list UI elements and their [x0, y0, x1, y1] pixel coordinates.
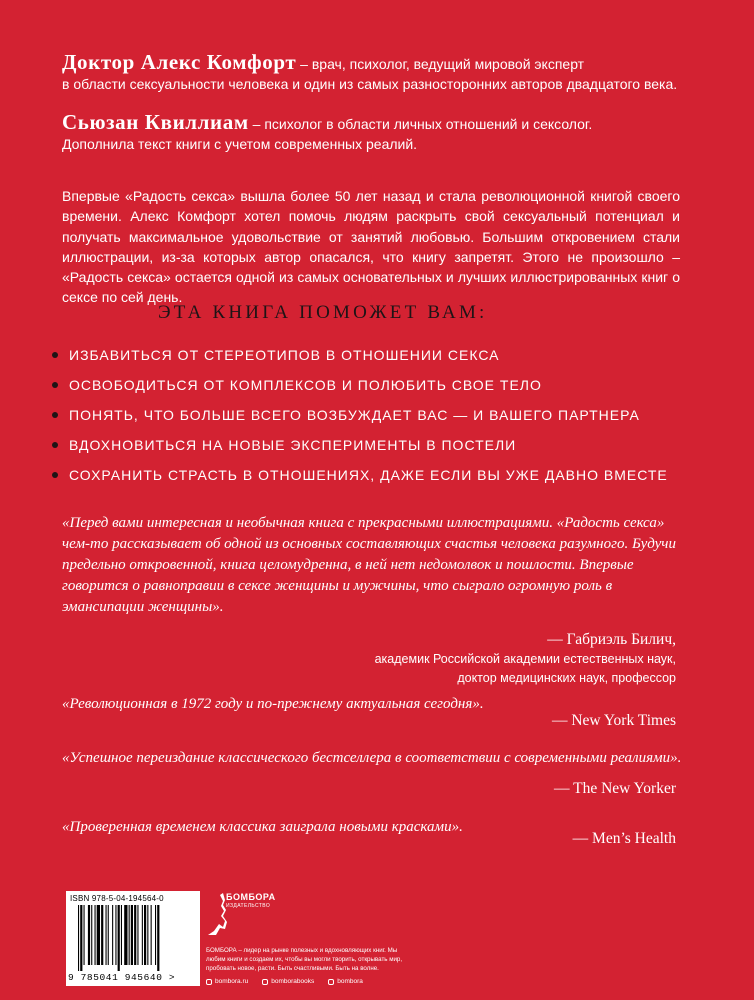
benefit-text: ПОНЯТЬ, ЧТО БОЛЬШЕ ВСЕГО ВОЗБУЖДАЕТ ВАС — И ВАШЕГО ПАРТНЕРА [69, 407, 640, 423]
barcode-bar [80, 905, 82, 971]
barcode-bar [118, 905, 120, 971]
bullet-icon [52, 412, 58, 418]
quote-source: — New York Times [551, 712, 676, 729]
barcode-bar [101, 905, 103, 965]
barcode-bar [134, 905, 136, 965]
benefit-item [52, 460, 668, 490]
author-name: Доктор Алекс Комфорт [62, 50, 297, 74]
publisher-subtitle: ИЗДАТЕЛЬСТВО [226, 903, 271, 909]
barcode-bar [106, 905, 107, 965]
barcode-bar [115, 905, 116, 965]
telegram-icon [328, 979, 334, 985]
bullet-icon [52, 352, 58, 358]
bullet-icon [52, 472, 58, 478]
benefit-item [52, 430, 668, 460]
isbn-label: ISBN 978-5-04-194564-0 [70, 894, 164, 903]
social-label: bombora [337, 978, 363, 985]
benefit-item [52, 370, 668, 400]
quote-text: «Успешное переиздание классического бестселлера в соответствии с современными реалиями». [62, 750, 682, 766]
author-name: Сьюзан Квиллиам [62, 110, 249, 134]
quote-source: — Габриэль Билич, [547, 631, 676, 648]
barcode-bar [142, 905, 143, 965]
social-label: bombora.ru [215, 978, 249, 985]
social-label: bomborabooks [271, 978, 315, 985]
author-bio-quilliam [62, 112, 702, 154]
benefit-text: СОХРАНИТЬ СТРАСТЬ В ОТНОШЕНИЯХ, ДАЖЕ ЕСЛИ ВЫ УЖЕ ДАВНО ВМЕСТЕ [69, 467, 668, 483]
barcode-bars [78, 905, 190, 971]
quote-source: — Men’s Health [572, 830, 676, 847]
barcode-bar [91, 905, 92, 965]
social-link[interactable] [206, 978, 248, 985]
barcode-bar [129, 905, 130, 965]
quote-text: «Революционная в 1972 году и по-прежнему актуальная сегодня». [62, 696, 484, 712]
credential-line: доктор медицинских наук, профессор [457, 671, 676, 685]
social-link[interactable] [328, 978, 363, 985]
barcode-bar [144, 905, 146, 965]
publisher-socials [206, 978, 363, 985]
dash: – [248, 116, 265, 132]
benefits-list [52, 340, 668, 490]
barcode-bar [95, 905, 96, 965]
publisher-blurb: БОМБОРА – лидер на рынке полезных и вдохновляющих книг. Мы любим книги и создаем их, чтобы вы могли творить, открывать мир, пробовать новое, расти. Быть счастливыми. Быть на волне. [206, 947, 403, 972]
barcode-bar [147, 905, 148, 965]
author-role-continued: в области сексуальности человека и один из самых разносторонних авторов двадцатого века. [62, 76, 678, 92]
author-role: психолог в области личных отношений и сексолог. [264, 116, 593, 132]
barcode-bar [121, 905, 122, 965]
barcode-digits: 9 785041 945640 > [68, 972, 176, 983]
benefit-item [52, 340, 668, 370]
barcode-bar [131, 905, 133, 965]
quote-source-credentials [375, 650, 676, 688]
author-role-continued: Дополнила текст книги с учетом современных реалий. [62, 136, 418, 152]
benefit-item [52, 400, 668, 430]
vk-icon [262, 979, 268, 985]
quote-source: — The New Yorker [554, 780, 676, 797]
isbn-barcode [66, 891, 200, 986]
dash: – [296, 56, 312, 72]
benefit-text: ОСВОБОДИТЬСЯ ОТ КОМПЛЕКСОВ И ПОЛЮБИТЬ СВОЕ ТЕЛО [69, 377, 542, 393]
credential-line: академик Российской академии естественных наук, [374, 652, 676, 666]
barcode-bar [157, 905, 159, 971]
social-link[interactable] [262, 978, 314, 985]
quote-text: «Проверенная временем классика заиграла новыми красками». [62, 819, 463, 835]
author-bio-comfort [62, 52, 702, 94]
benefits-heading: ЭТА КНИГА ПОМОЖЕТ ВАМ: [158, 302, 488, 323]
globe-icon [206, 979, 212, 985]
barcode-bar [108, 905, 109, 965]
barcode-bar [137, 905, 138, 965]
barcode-bar [97, 905, 100, 965]
benefit-text: ВДОХНОВИТЬСЯ НА НОВЫЕ ЭКСПЕРИМЕНТЫ В ПОСТЕЛИ [69, 437, 517, 453]
barcode-bar [84, 905, 85, 965]
barcode-bar [124, 905, 127, 965]
barcode-bar [155, 905, 156, 965]
benefit-text: ИЗБАВИТЬСЯ ОТ СТЕРЕОТИПОВ В ОТНОШЕНИИ СЕКСА [69, 347, 500, 363]
intro-paragraph: Впервые «Радость секса» вышла более 50 лет назад и стала революционной книгой своего времени. Алекс Комфорт хотел помочь людям раскрыть свой сексуальный потенциал и получать максимальное удовольствие от занятий любовью. Большим откровением стали иллюстрации, из-за которых автор опасался, что книгу запретят. Этого не произошло – «Радость секса» остается одной из самых основательных и лучших иллюстрированных книг о сексе по сей день. [62, 188, 680, 306]
quote-text: «Перед вами интересная и необычная книга с прекрасными иллюстрациями. «Радость секса» чем-то рассказывает об одной из основных составляющих счастья человека разумного. Будучи предельно откровенной, книга целомудренна, в ней нет недомолвок и пошлости. Впервые говорится о равноправии в сексе женщины и мужчины, что сыграло огромную роль в эмансипации женщины». [62, 515, 676, 615]
bullet-icon [52, 442, 58, 448]
author-role: врач, психолог, ведущий мировой эксперт [311, 56, 585, 72]
bullet-icon [52, 382, 58, 388]
barcode-bar [78, 905, 79, 971]
publisher-name: БОМБОРА [226, 892, 276, 902]
barcode-bar [112, 905, 113, 965]
barcode-bar [151, 905, 152, 965]
barcode-bar [88, 905, 90, 965]
